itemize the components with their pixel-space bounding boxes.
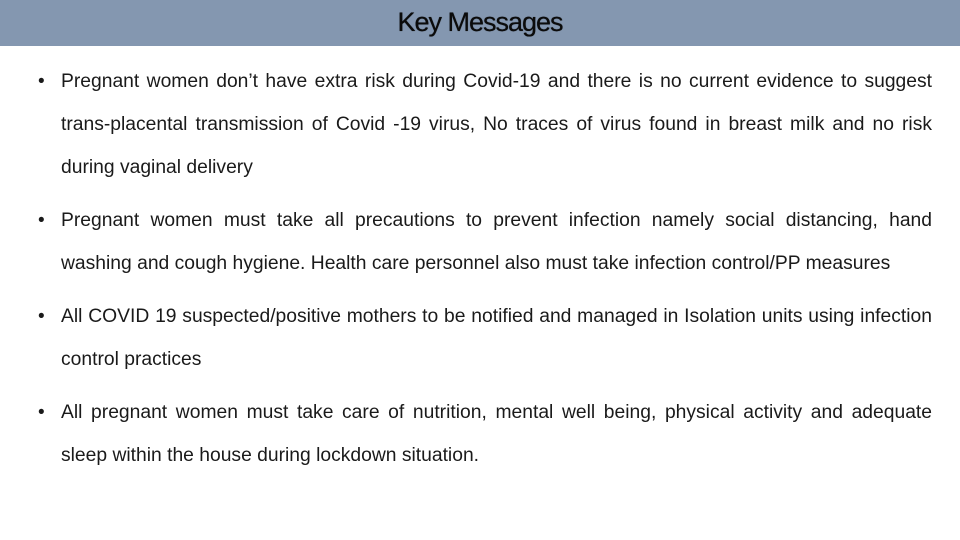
bullet-icon: • bbox=[38, 402, 45, 423]
bullet-text: Pregnant women must take all precautions to prevent infection namely social distancing, hand washing and cough hygiene. Health care personnel also must take infection control/PP measures bbox=[61, 210, 932, 274]
list-item bbox=[0, 60, 960, 189]
bullet-text: All pregnant women must take care of nutrition, mental well being, physical activity and adequate sleep within the house during lockdown situation. bbox=[61, 402, 932, 466]
slide-title: Key Messages bbox=[397, 6, 563, 37]
bullet-icon: • bbox=[38, 306, 45, 327]
list-item bbox=[0, 295, 960, 381]
list-item bbox=[0, 391, 960, 477]
bullet-text: Pregnant women don’t have extra risk during Covid-19 and there is no current evidence to suggest trans-placental transmission of Covid -19 virus, No traces of virus found in breast milk and no risk during vaginal delivery bbox=[61, 71, 932, 178]
title-bar bbox=[0, 0, 960, 46]
list-item bbox=[0, 199, 960, 285]
bullet-icon: • bbox=[38, 210, 45, 231]
key-messages-list bbox=[0, 60, 960, 487]
bullet-text: All COVID 19 suspected/positive mothers to be notified and managed in Isolation units using infection control practices bbox=[61, 306, 932, 370]
bullet-icon: • bbox=[38, 71, 45, 92]
